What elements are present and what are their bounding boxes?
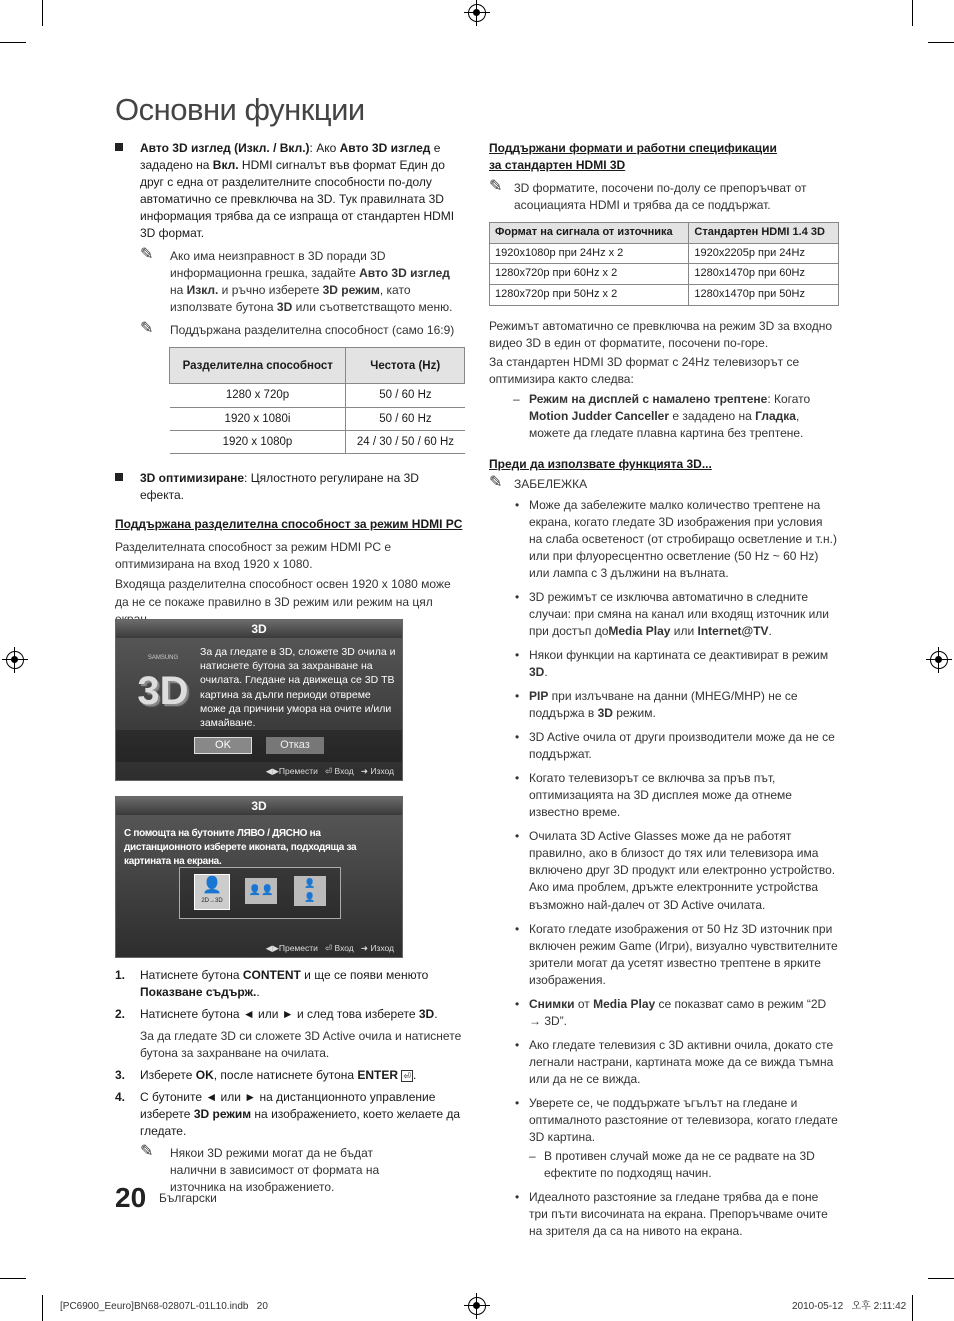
brand-logo: SAMSUNG	[147, 655, 179, 661]
bullet-dot: •	[515, 730, 520, 745]
bullet-dot: •	[515, 1095, 520, 1110]
hdmi-pc-heading: Поддържана разделителна способност за режим HDMI PC	[115, 517, 463, 532]
paragraph: Входяща разделителна способност освен 1920 x 1080 може да не се покаже правилно в 3D режим или режим на цял	[115, 577, 451, 609]
table-cell: 1280x1470p при 60Hz	[689, 264, 839, 285]
paragraph: За стандартен HDMI 3D формат с 24Hz телевизорът се оптимизира както следва:	[489, 354, 800, 386]
text: Ако гледате телевизия с 3D активни очила, докато сте легнали настрани, картината може да се вижда тъмна или да не се вижда.	[529, 1037, 834, 1086]
text: или съответстващото меню.	[292, 300, 453, 315]
osd-title: 3D	[116, 620, 402, 638]
table-cell: 1280 x 720p	[170, 384, 346, 407]
list-item	[489, 1095, 839, 1146]
bold-term: 3D	[529, 665, 545, 680]
table-header: Формат на сигнала от източника	[490, 223, 689, 244]
table-cell: 24 / 30 / 50 / 60 Hz	[346, 431, 465, 454]
left-column	[115, 140, 465, 661]
step-number: 2.	[115, 1007, 126, 1022]
registration-mark-icon	[468, 4, 486, 22]
crop-mark	[912, 1295, 913, 1321]
table-row	[490, 284, 839, 305]
step-number: 4.	[115, 1090, 126, 1105]
mode-2d-to-3d-icon[interactable]: 👤 2D→3D	[194, 874, 230, 910]
osd-nav-bar	[116, 939, 402, 957]
bold-term: Вкл.	[212, 158, 239, 173]
dash-marker: –	[529, 1148, 536, 1163]
text: .	[768, 624, 772, 639]
nav-move-hint: ◀▶Премести	[265, 943, 318, 953]
table-cell: 50 / 60 Hz	[346, 384, 465, 407]
exit-icon: ➜	[360, 943, 368, 953]
paragraph: Разделителната способност за режим HDMI PC е оптимизирана на вход 1920 x 1080.	[115, 540, 392, 572]
bold-term: OK	[195, 1068, 214, 1083]
bold-term: 3D	[276, 300, 293, 315]
step-item	[115, 1006, 465, 1062]
bullet-square-icon	[115, 143, 123, 151]
list-item	[489, 647, 839, 681]
text: се показват само в режим “2D → 3D”.	[529, 996, 827, 1028]
list-item	[489, 828, 839, 913]
table-row	[170, 407, 465, 430]
3d-logo-icon	[134, 654, 192, 728]
text: .	[412, 1068, 417, 1083]
mode-label: 2D→3D	[201, 898, 223, 904]
crop-mark	[42, 1295, 43, 1321]
crop-mark	[928, 42, 954, 43]
bold-term: 3D режим	[193, 1107, 252, 1122]
bold-term: PIP	[529, 689, 549, 704]
text: и ръчно изберете	[218, 283, 323, 298]
bullet-dot: •	[515, 996, 520, 1011]
format-table-wrap	[489, 222, 839, 305]
table-header: Честота (Hz)	[346, 348, 465, 384]
tv-osd-screen-1	[115, 619, 403, 781]
footer-date: 2010-05-12 오후 2:11:42	[792, 1301, 907, 1312]
text: .	[256, 985, 260, 1000]
bullet-dot: •	[515, 829, 520, 844]
text: Очилата 3D Active Glasses може да не работят правилно, ако в близост до тях или телевизора има включено друг 3D продукт или електронно устройство. Ако има проблем, дръжте електронните устройства възможно най-далеч от 3D Active очилата.	[529, 829, 836, 912]
list-item	[489, 688, 839, 722]
text: Някои функции на картината се деактивират в режим	[529, 648, 829, 663]
list-item	[489, 1189, 839, 1240]
text: Някои 3D режими могат да не бъдат налични в зависимост от формата на източника на изображението.	[170, 1146, 380, 1195]
bold-term: Авто 3D изглед	[359, 266, 450, 281]
bold-term: Авто 3D изглед (Изкл. / Вкл.)	[140, 141, 310, 155]
footer-file: [PC6900_Eeuro]BN68-02807L-01L10.indb 20	[60, 1301, 268, 1312]
text: Идеалното разстояние за гледане трябва да е поне три пъти височината на екрана. Препоръчваме очите на зрителя да са на нивото на екрана.	[529, 1189, 828, 1239]
text: HDMI сигналът във формат Един до друг с една от разделителните способности по-долу автоматично се превключва на 3D. Тук правилната 3D информация трябва да се изпраща от стандартен HDMI 3D формат.	[140, 158, 455, 241]
osd-title: 3D	[116, 797, 402, 815]
registration-mark-icon	[6, 651, 24, 669]
bold-term: Изкл.	[186, 283, 219, 298]
bold-term: 3D	[597, 706, 613, 721]
bold-term: 3D оптимизиране	[140, 471, 245, 486]
crop-mark	[0, 42, 26, 43]
cancel-button[interactable]: Отказ	[266, 737, 324, 754]
crop-mark	[42, 0, 43, 26]
dash-item	[489, 1148, 839, 1182]
bullet-dot: •	[515, 648, 520, 663]
text: В противен случай може да не се радвате на 3D ефектите по подходящ начин.	[544, 1148, 815, 1180]
page-number: 20	[115, 1182, 147, 1213]
bold-term: ENTER	[357, 1068, 399, 1083]
table-cell: 1920x2205p при 24Hz	[689, 243, 839, 264]
text: , можете да гледате плавна картина без трептене.	[529, 408, 804, 440]
text: : Ако	[309, 141, 340, 155]
auto-3d-item	[115, 140, 465, 242]
text: е зададено на	[669, 408, 756, 423]
crop-mark	[912, 0, 913, 26]
note	[140, 248, 465, 316]
3d-logo-text: 3D	[137, 668, 189, 713]
step-item	[115, 1089, 465, 1140]
bullet-dot: •	[515, 590, 520, 604]
bold-term: Motion Judder Canceller	[529, 408, 670, 423]
table-row	[170, 384, 465, 407]
text: 3D форматите, посочени по-долу се препоръчват от асоциацията HDMI и трябва да се поддържат.	[514, 181, 807, 213]
resolution-table	[169, 347, 465, 454]
text: , като използвате бутона	[170, 283, 411, 315]
text: Уверете се, че поддържате ъгълът на гледане и оптималното разстояние от телевизора, когато гледате 3D картина.	[529, 1095, 838, 1144]
page-language: Български	[159, 1191, 217, 1205]
text: режим.	[612, 706, 656, 721]
list-item	[489, 921, 839, 989]
ok-button[interactable]: OK	[194, 737, 252, 754]
bold-term: 3D	[418, 1007, 435, 1022]
registration-mark-icon	[468, 1297, 486, 1315]
text: Може да забележите малко количество трептене на екрана, когато гледате 3D изображения при условия на слаба осветеност (от стробиращо осветление и т.н.) или при флуоресцентно осветление (50 Hz ~ 60 Hz) или лампа с 3 дължини на вълната.	[529, 497, 837, 580]
text: Когато гледате изображения от 50 Hz 3D източник при включен режим Game (Игри), визуално чувствителните зрители могат да усетят известно трептене в ярките изображения.	[529, 921, 838, 987]
text: : Когато	[767, 391, 811, 406]
text: Ако има неизправност в 3D поради 3D информационна грешка, задайте	[170, 249, 386, 281]
text: ЗАБЕЛЕЖКА	[514, 476, 588, 491]
registration-mark-icon	[930, 651, 948, 669]
note-pencil-icon: ✎	[489, 473, 503, 491]
list-item	[489, 497, 839, 582]
table-cell: 50 / 60 Hz	[346, 407, 465, 430]
bold-term: Показване съдърж.	[140, 985, 257, 1000]
mode-top-bottom-icon[interactable]: 👤 👤	[294, 876, 326, 906]
table-cell: 1920 x 1080i	[170, 407, 346, 430]
text: от	[574, 996, 594, 1011]
nav-move-hint: ◀▶Премести	[265, 766, 318, 776]
bullet-dot: •	[515, 921, 520, 936]
text: на	[170, 283, 187, 298]
osd-message: За да гледате в 3D, сложете 3D очила и натиснете бутона за захранване на очилата. Гледане на движеща се 3D ТВ картина за дълги периоди отвреме може да причини умора на очите и/или замайване.	[200, 646, 396, 730]
list-item	[489, 770, 839, 821]
bold-term: 3D режим	[322, 283, 380, 298]
bullet-dot: •	[515, 771, 520, 786]
step-number: 3.	[115, 1068, 126, 1083]
table-cell: 1280x720p при 50Hz x 2	[490, 284, 689, 305]
note	[140, 1145, 410, 1196]
text: Изберете	[140, 1068, 196, 1083]
list-item	[489, 996, 839, 1030]
osd-message: С помощта на бутоните ЛЯВО / ДЯСНО на дистанционното изберете иконата, подходяща за картината на екрана.	[124, 828, 357, 867]
text: при излъчване на данни (MHEG/MHP) не се поддържа в	[529, 689, 798, 721]
text: Когато телевизорът се включва за пръв път, оптимизацията на 3D дисплея може да отнеме известно време.	[529, 771, 792, 820]
list-item	[489, 729, 839, 763]
table-cell: 1280x720p при 60Hz x 2	[490, 264, 689, 285]
text: Натиснете бутона	[140, 968, 243, 982]
table-header: Стандартен HDMI 1.4 3D	[689, 223, 839, 244]
bullet-square-icon	[115, 473, 123, 481]
mode-side-by-side-icon[interactable]: 👤👤	[245, 878, 277, 904]
text: 3D режимът се изключва автоматично в следните случаи: при смяна на канал или входящ източник или при достъп до	[529, 590, 829, 639]
text: .	[434, 1007, 438, 1022]
page-title: Основни функции	[115, 92, 365, 127]
bold-term: CONTENT	[242, 968, 301, 982]
table-cell: 1920x1080p при 24Hz x 2	[490, 243, 689, 264]
dash-item	[489, 391, 839, 442]
right-column	[489, 140, 839, 1247]
tv-osd-screen-2	[115, 796, 403, 958]
bold-term: Снимки	[529, 996, 575, 1011]
hdmi-3d-heading: Поддържани формати и работни спецификации за стандартен HDMI 3D	[489, 141, 777, 173]
osd-nav-bar	[116, 762, 402, 780]
step-item	[115, 967, 465, 1001]
bold-term: Media Play	[593, 996, 656, 1011]
bullet-dot: •	[515, 1189, 520, 1204]
crop-mark	[928, 1278, 954, 1279]
resolution-table-wrap	[169, 347, 465, 454]
text: Поддържана разделителна способност (само 16:9)	[170, 323, 455, 338]
text: е зададено на	[140, 141, 441, 173]
text: .	[544, 665, 548, 680]
table-cell: 1280x1470p при 50Hz	[689, 284, 839, 305]
optimization-item	[115, 470, 465, 504]
enter-icon: ⏎	[325, 766, 333, 776]
note-pencil-icon: ✎	[140, 246, 154, 264]
note-label	[489, 473, 839, 493]
table-row	[170, 431, 465, 454]
note-pencil-icon: ✎	[489, 178, 503, 196]
exit-icon: ➜	[360, 766, 368, 776]
dash-marker: –	[513, 391, 520, 406]
list-item	[489, 589, 839, 640]
note	[489, 180, 839, 214]
text: : Цялостното регулиране на 3D ефекта.	[140, 471, 419, 503]
bold-term: Media Play	[608, 624, 671, 639]
3d-mode-selector	[179, 867, 341, 919]
format-table	[489, 222, 839, 305]
nav-exit-hint: Изход	[370, 766, 394, 776]
text: и ще се появи менюто	[300, 968, 429, 982]
note-pencil-icon: ✎	[140, 1143, 154, 1161]
enter-icon: ⏎	[325, 943, 333, 953]
text: С бутоните ◄ или ► на дистанционното управление изберете	[140, 1090, 436, 1122]
paragraph: Режимът автоматично се превключва на режим 3D за входно видео 3D в един от форматите, посочени по-горе.	[489, 318, 833, 350]
text: на изображението, което желаете да гледате.	[140, 1107, 461, 1139]
table-row	[490, 264, 839, 285]
nav-enter-hint: Вход	[334, 766, 354, 776]
steps-list	[115, 967, 465, 1202]
enter-icon: ⏎	[403, 1071, 411, 1082]
bold-term: Гладка	[755, 408, 796, 423]
bold-term: Авто 3D изглед	[339, 141, 431, 155]
bullet-dot: •	[515, 689, 520, 704]
step-subtext: За да гледате 3D си сложете 3D Active очила и натиснете бутона за захранване на очилата.	[140, 1029, 462, 1061]
step-item	[115, 1067, 465, 1084]
crop-mark	[0, 1278, 26, 1279]
osd-button-bar	[116, 730, 402, 762]
text: 3D Active очила от други производители може да не се поддържат.	[529, 730, 835, 762]
bullet-dot: •	[515, 497, 520, 512]
table-header: Разделителна способност	[170, 348, 346, 384]
nav-exit-hint: Изход	[370, 943, 394, 953]
note	[140, 322, 465, 339]
list-item	[489, 1037, 839, 1088]
bold-term: Режим на дисплей с намалено трептене	[529, 391, 768, 406]
table-cell: 1920 x 1080p	[170, 431, 346, 454]
before-heading: Преди да използвате функцията 3D...	[489, 456, 712, 471]
note-pencil-icon: ✎	[140, 320, 154, 338]
text: Натиснете бутона ◄ или ► и след това изберете	[140, 1007, 419, 1022]
text: , после натиснете бутона	[213, 1068, 358, 1083]
nav-enter-hint: Вход	[334, 943, 354, 953]
text: или	[670, 624, 698, 639]
bullet-dot: •	[515, 1037, 520, 1052]
bold-term: Internet@TV	[697, 624, 769, 639]
step-number: 1.	[115, 968, 126, 982]
table-row	[490, 243, 839, 264]
